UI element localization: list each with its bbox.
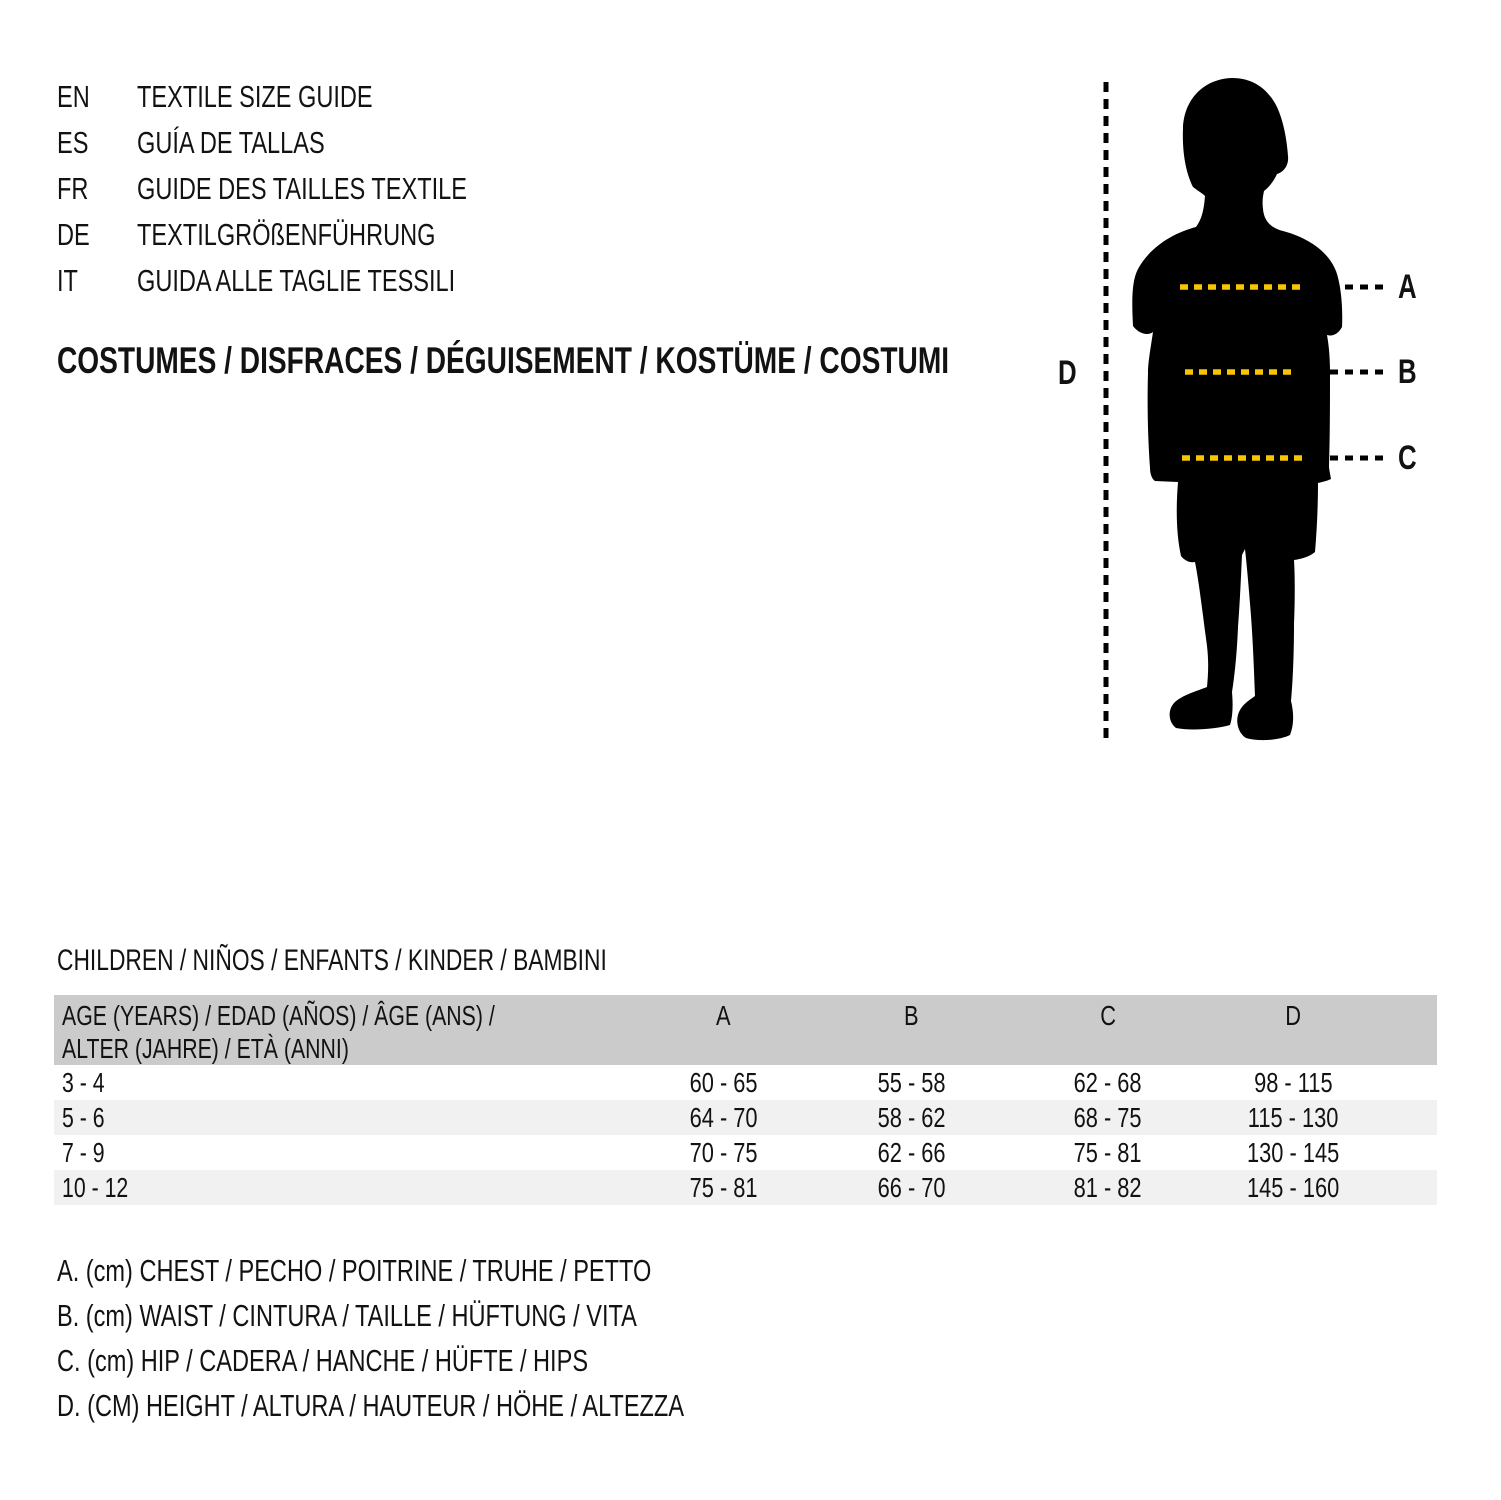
age-column-header: AGE (YEARS) / EDAD (AÑOS) / ÂGE (ANS) / ALTER (JAHRE) / ETÀ (ANNI) <box>62 1000 495 1064</box>
age-cell: 5 - 6 <box>62 1102 105 1133</box>
language-title: GUIDE DES TAILLES TEXTILE <box>136 171 467 206</box>
measurement-legend <box>57 1248 882 1428</box>
height-cell: 130 - 145 <box>1246 1137 1340 1168</box>
height-cell: 98 - 115 <box>1253 1067 1333 1098</box>
height-cell: 115 - 130 <box>1247 1102 1339 1133</box>
legend-chest: A. (cm) CHEST / PECHO / POITRINE / TRUHE / PETTO <box>57 1253 652 1288</box>
language-row <box>57 166 571 212</box>
column-header-c: C <box>1099 1000 1116 1031</box>
language-row <box>57 120 571 166</box>
height-cell: 145 - 160 <box>1246 1172 1340 1203</box>
hip-label: C <box>1398 439 1417 477</box>
column-header-b: B <box>904 1000 919 1031</box>
hip-cell: 68 - 75 <box>1073 1102 1142 1133</box>
table-row <box>54 1170 1437 1205</box>
language-row <box>57 258 571 304</box>
children-section-heading: CHILDREN / NIÑOS / ENFANTS / KINDER / BAMBINI <box>57 944 607 977</box>
hip-cell: 62 - 68 <box>1073 1067 1142 1098</box>
age-cell: 10 - 12 <box>62 1172 129 1203</box>
chest-cell: 75 - 81 <box>689 1172 758 1203</box>
language-list <box>57 74 571 304</box>
legend-waist: B. (cm) WAIST / CINTURA / TAILLE / HÜFTUNG / VITA <box>57 1298 637 1333</box>
column-header-d: D <box>1285 1000 1302 1031</box>
language-title: TEXTILE SIZE GUIDE <box>136 79 373 114</box>
waist-cell: 58 - 62 <box>877 1102 946 1133</box>
language-code: DE <box>57 217 90 252</box>
language-code: EN <box>57 79 90 114</box>
table-row <box>54 1065 1437 1100</box>
table-row <box>54 1100 1437 1135</box>
table-row <box>54 1135 1437 1170</box>
chest-cell: 64 - 70 <box>689 1102 758 1133</box>
waist-cell: 55 - 58 <box>877 1067 946 1098</box>
size-table <box>54 995 1437 1205</box>
language-title: GUÍA DE TALLAS <box>136 125 325 160</box>
language-code: IT <box>57 263 78 298</box>
chest-cell: 70 - 75 <box>689 1137 758 1168</box>
language-row <box>57 212 571 258</box>
child-silhouette-icon <box>1132 78 1342 740</box>
category-title: COSTUMES / DISFRACES / DÉGUISEMENT / KOSTÜME / COSTUMI <box>57 340 950 381</box>
language-code: ES <box>57 125 89 160</box>
measurement-figure <box>1090 70 1430 760</box>
column-header-a: A <box>716 1000 731 1031</box>
waist-cell: 62 - 66 <box>877 1137 946 1168</box>
chest-label: A <box>1398 268 1417 306</box>
legend-height: D. (CM) HEIGHT / ALTURA / HAUTEUR / HÖHE / ALTEZZA <box>57 1388 685 1423</box>
legend-hip: C. (cm) HIP / CADERA / HANCHE / HÜFTE / HIPS <box>57 1343 589 1378</box>
height-label: D <box>1058 354 1077 392</box>
waist-label: B <box>1398 353 1417 391</box>
language-title: GUIDA ALLE TAGLIE TESSILI <box>136 263 455 298</box>
hip-cell: 75 - 81 <box>1073 1137 1142 1168</box>
hip-cell: 81 - 82 <box>1073 1172 1142 1203</box>
age-cell: 3 - 4 <box>62 1067 105 1098</box>
size-table-header <box>54 995 1437 1065</box>
chest-cell: 60 - 65 <box>689 1067 758 1098</box>
waist-cell: 66 - 70 <box>877 1172 946 1203</box>
age-cell: 7 - 9 <box>62 1137 105 1168</box>
language-title: TEXTILGRÖßENFÜHRUNG <box>136 217 436 252</box>
language-code: FR <box>57 171 89 206</box>
language-row <box>57 74 571 120</box>
